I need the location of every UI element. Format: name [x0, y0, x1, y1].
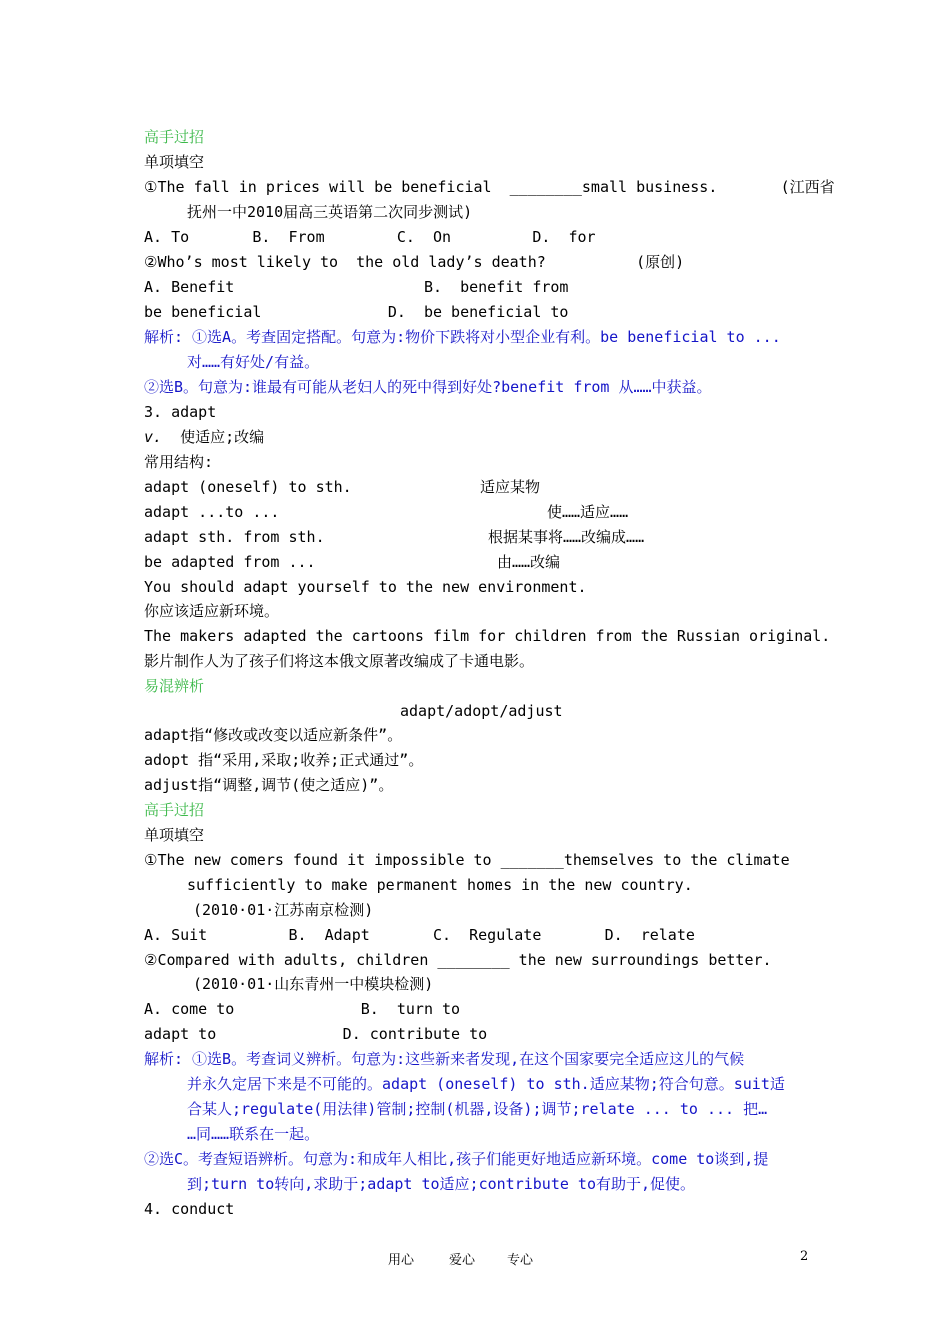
- example-1-en: You should adapt yourself to the new environment.: [144, 578, 587, 596]
- question-2-options-a: A. come to B. turn to: [144, 1000, 461, 1018]
- confusion-title: adapt/adopt/adjust: [400, 702, 563, 720]
- analysis-1-cont: 合某人;regulate(用法律)管制;控制(机器,设备);调节;relate ... to ... 把…: [187, 1100, 768, 1118]
- question-1-text: ①The new comers found it impossible to _______themselves to the climate: [144, 851, 790, 869]
- analysis-1-cont: …同……联系在一起。: [187, 1125, 320, 1143]
- analysis-1: 解析: ①选A。考查固定搭配。句意为:物价下跌将对小型企业有利。be beneficial to ...: [144, 328, 781, 346]
- section-subheading: 单项填空: [144, 826, 205, 844]
- structure-cn: 使……适应……: [547, 503, 629, 521]
- confusion-line: adopt 指“采用,采取;收养;正式通过”。: [144, 751, 424, 769]
- next-entry-title: 4. conduct: [144, 1200, 235, 1218]
- example-2-cn: 影片制作人为了孩子们将这本俄文原著改编成了卡通电影。: [144, 652, 535, 670]
- section-heading: 高手过招: [144, 128, 205, 146]
- question-2-options-a: A. Benefit B. benefit from: [144, 278, 569, 296]
- confusion-line: adjust指“调整,调节(使之适应)”。: [144, 776, 394, 794]
- entry-definition: [144, 428, 264, 446]
- analysis-1-cont: 并永久定居下来是不可能的。adapt (oneself) to sth.适应某物;符合句意。suit适: [187, 1075, 785, 1093]
- question-1-text-cont: sufficiently to make permanent homes in the new country.: [187, 876, 693, 894]
- confusion-line: adapt指“修改或改变以适应新条件”。: [144, 726, 403, 744]
- footer-word: 专心: [507, 1253, 534, 1268]
- example-2-en: The makers adapted the cartoons film for children from the Russian original.: [144, 627, 831, 645]
- confusion-heading: 易混辨析: [144, 677, 205, 695]
- structure-en: adapt (oneself) to sth.: [144, 478, 352, 496]
- example-1-cn: 你应该适应新环境。: [144, 602, 280, 620]
- section-subheading: 单项填空: [144, 153, 205, 171]
- structure-en: adapt ...to ...: [144, 503, 280, 521]
- footer-word: 用心: [388, 1253, 415, 1268]
- section-heading: 高手过招: [144, 801, 205, 819]
- analysis-2: ②选B。句意为:谁最有可能从老妇人的死中得到好处?benefit from 从……中获益。: [144, 378, 712, 396]
- entry-meaning: 使适应;改编: [180, 428, 265, 446]
- structure-cn: 适应某物: [480, 478, 541, 496]
- question-2-text: ②Who’s most likely to the old lady’s death? (原创): [144, 253, 685, 271]
- page-number: 2: [800, 1249, 809, 1264]
- question-1-text: ①The fall in prices will be beneficial ________small business. (江西省: [144, 178, 835, 196]
- analysis-1: 解析: ①选B。考查词义辨析。句意为:这些新来者发现,在这个国家要完全适应这儿的气候: [144, 1050, 745, 1068]
- question-2-text: ②Compared with adults, children ________ the new surroundings better.: [144, 951, 772, 969]
- question-1-source: (2010·01·江苏南京检测): [193, 901, 374, 919]
- structures-label: 常用结构:: [144, 453, 214, 471]
- question-1-source: 抚州一中2010届高三英语第二次同步测试): [187, 203, 473, 221]
- question-1-options: A. Suit B. Adapt C. Regulate D. relate: [144, 926, 695, 944]
- part-of-speech: v.: [144, 428, 163, 446]
- structure-en: adapt sth. from sth.: [144, 528, 325, 546]
- structure-cn: 根据某事将……改编成……: [488, 528, 645, 546]
- question-2-source: (2010·01·山东青州一中模块检测): [193, 975, 434, 993]
- structure-en: be adapted from ...: [144, 553, 316, 571]
- entry-title: 3. adapt: [144, 403, 217, 421]
- question-2-options-b: be beneficial D. be beneficial to: [144, 303, 569, 321]
- analysis-1-cont: 对……有好处/有益。: [187, 353, 320, 371]
- question-1-options: A. To B. From C. On D. for: [144, 228, 596, 246]
- structure-cn: 由……改编: [497, 553, 561, 571]
- footer-word: 爱心: [449, 1253, 476, 1268]
- analysis-2: ②选C。考查短语辨析。句意为:和成年人相比,孩子们能更好地适应新环境。come to谈到,提: [144, 1150, 769, 1168]
- question-2-options-b: adapt to D. contribute to: [144, 1025, 488, 1043]
- analysis-2-cont: 到;turn to转向,求助于;adapt to适应;contribute to有助于,促使。: [187, 1175, 696, 1193]
